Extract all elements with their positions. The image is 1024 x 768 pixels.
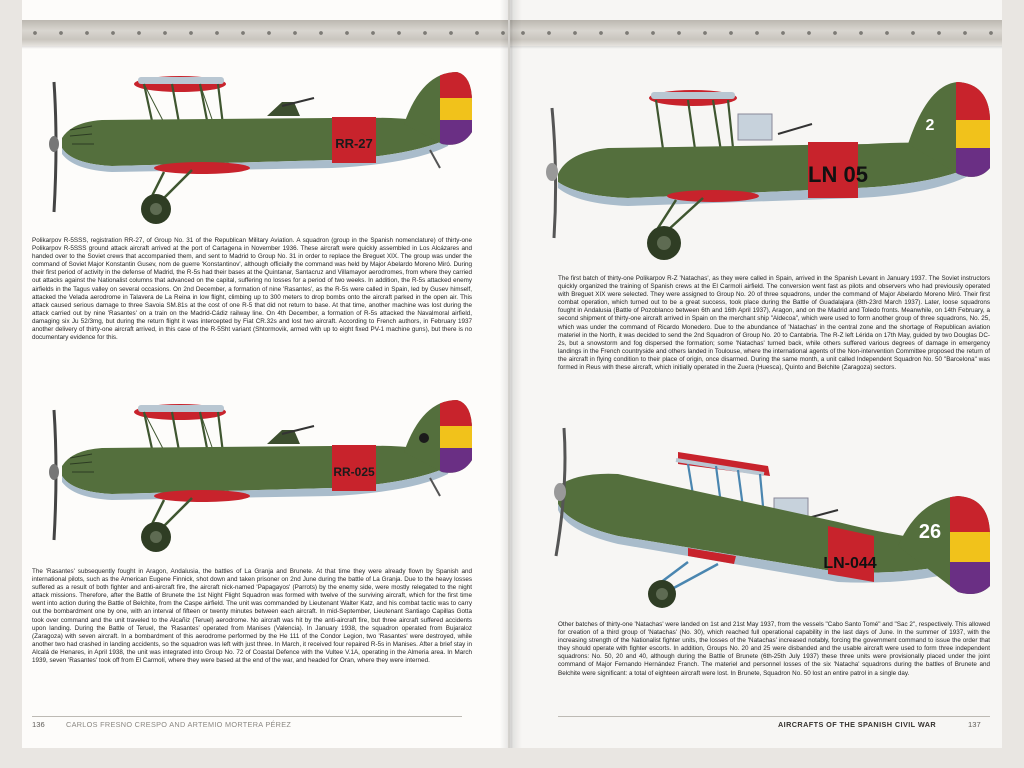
caption-ln05: The first batch of thirty-one Polikarpov R-Z 'Natachas', as they were called in Spain, arrived in the Spanish Levant in January 1937. The Soviet instructors quickly organized the training of Spanish crews at the El Carmolí airfield. The conversion went fast as pilots and observers who had previously operated with Breguet XIX were selected. They were assigned to Group No. 20 of three squadrons, under the command of Major Abelardo Moreno Miró. Their first combat operation, which turned out to be a great success, took place during the Battle of Guadalajara (8th-23rd March 1937). Later, loose squadrons fought in Andalusia (Battle of Pozoblanco between 6th and 16th April 1937), Aragon, and on the Madrid and Toledo fronts. Meanwhile, on 14th February, a second shipment of thirty-one aircraft arrived in Spain on the merchant ship "Aldecoa", which were used to form another group of three squadrons, No. 25, which was under the command of Ricardo Monedero. Due to the abundance of 'Natachas' in the central zone and the shortage of Republican aviation materiel in the North, it was decided to send the 2nd Squadron of Group No. 20 to Cantabria. The R-Z left Lérida on 17th May, guided by two Douglas DC-2s, but a snowstorm and fog dispersed the formation; some 'Natachas' turned back, while others suffered various degrees of damage in emergency landings in the French countryside and others landed in Toulouse, where the international agents of the Non-intervention Committee proposed the return of the aircraft in flying condition to their place of origin, once disarmed. During the same month, a unit called Independent Squadron No. 50 "Barcelona" was formed in Reus with these aircraft, which initially operated in the Zuera (Huesca), Quinto and Belchite (Zaragoza) sectors. <box>558 275 990 372</box>
tail-number-2: 2 <box>925 117 935 134</box>
page-number-left: 136 <box>32 720 45 729</box>
footer-book-title: AIRCRAFTS OF THE SPANISH CIVIL WAR <box>778 720 937 729</box>
aircraft-code-rr27: RR-27 <box>335 136 373 151</box>
page-number-right: 137 <box>968 720 981 729</box>
footer-authors: CARLOS FRESNO CRESPO AND ARTEMIO MORTERA PÉREZ <box>66 720 292 729</box>
caption-rr025: The 'Rasantes' subsequently fought in Aragon, Andalusia, the battles of La Granja and Brunete. At that time they were already flown by Spanish and international pilots, such as the American Eugene Finnick, shot down and taken prisoner on 2nd June during the battle of La Granja. Due to the heavy losses suffered as a result of both fighter and anti-aircraft fire, the aircraft nick-named 'Papagayos' (Parrots) by the enemy side, were mostly relegated to the night attack missions. Therefore, after the Battle of Brunete the 1st Night Flight Squadron was formed with twelve of the surviving aircraft, which for the first time went into action during the Battle of Belchite, from the Caspe airfield. The unit was commanded by Lieutenant Walter Katz, and his combat tactic was to carry out the bombardment one by one, with an interval of fifteen or twenty minutes between each aircraft. In mid-September, Lieutenant Santiago Capillas Gotta took over command and the unit traveled to the Alcañiz (Teruel) aerodrome. No aircraft was hit by the anti-aircraft fire, but three aircraft suffered accidents upon landing. During the Battle of Teruel, the 'Rasantes' operated from Manises (Valencia). In January 1938, the squadron operated from Bujaraloz (Zaragoza) with seven aircraft. In a bombardment of this aerodrome performed by the He 111 of the Condor Legion, two 'Rasantes' were destroyed, while another two had crashed in landing accidents, so the squadron was left with just three. In March, it received four repaired R-5s in Manises. After a brief stay in Alcalá de Henares, in April 1938, the unit was integrated into Group No. 72 of Coastal Defence with the Vultee V.1A, operating in the Almeria area. In March 1939, seven 'Rasantes' took off from El Carmolí, where they were based at the end of the war, and headed for Oran, where they were interned. <box>32 568 472 665</box>
right-page <box>510 0 1002 748</box>
aircraft-illustration-ln044 <box>538 426 990 610</box>
aircraft-illustration-rr27 <box>32 72 472 232</box>
riveted-metal-band <box>510 20 1002 46</box>
tail-number-26: 26 <box>918 521 942 543</box>
footer-rule <box>32 716 462 717</box>
aircraft-code-ln044: LN-044 <box>823 555 877 572</box>
aircraft-illustration-ln05 <box>538 78 990 268</box>
footer-rule <box>558 716 990 717</box>
caption-ln044: Other batches of thirty-one 'Natachas' were landed on 1st and 21st May 1937, from the vessels "Cabo Santo Tomé" and "Sac 2", respectively. This allowed for creation of a third group of 'Natachas' (No. 30), which reached full operational capability in the last days of June. In the summer of 1937, with the increasing strength of the Nationalist fighter units, the losses of the 'Natachas' increased notably, forcing the government command to issue the order that they should operate with fighter escorts. In addition, Groups No. 20 and 25 were disbanded and the usable aircraft were used to form three independent squadrons: No. 50, 20 and 40, although during the Battle of Brunete (6th-25th July 1937) these three units were provisionally placed under the joint command of Major Fernando Hernández Franch. The materiel and personnel losses of the six 'Natacha' squadrons during the battles of Brunete and Belchite were significant: a total of eighteen aircraft were lost. In Brunete, Squadron No. 50 lost an entire patrol in a single day. <box>558 621 990 677</box>
aircraft-code-ln05: LN 05 <box>808 162 868 187</box>
aircraft-code-rr025: RR-025 <box>333 465 375 479</box>
unit-emblem-icon <box>419 433 429 443</box>
riveted-metal-band <box>22 20 508 46</box>
aircraft-illustration-rr025 <box>32 400 472 560</box>
left-page <box>22 0 508 748</box>
caption-rr27: Polikarpov R-5SSS, registration RR-27, of Group No. 31 of the Republican Military Aviation. A squadron (group in the Spanish nomenclature) of thirty-one Polikarpov R-5SSS ground attack aircraft arrived at the port of Cartagena in November 1936. These aircraft were quickly assembled in Los Alcázares and handed over to the Soviet crews that accompanied them, and sent to Madrid to Group No. 31 in order to replace the Breguet XIX. The group was under the command of Soviet Major Konstantin Gusev, nom de guerre 'Konstantinov', although officially the command was held by Major Abelardo Moreno Miró. During their first period of activity in the defense of Madrid, the R-5s had their bases at the Quintanar, Santacruz and Villamayor aerodromes, from where they carried out attacks against the Nationalist columns that advanced on the capital, suffering no losses for a period of two weeks. In addition, the R-5s attacked enemy airfields in the Tagus valley on several occasions. On 2nd December, a formation of nine 'Rasantes', as the R-5s were called in Spain, led by Gusev himself, attacked the Velada aerodrome in Talavera de La Reina in low flight, climbing up to 300 meters to drop bombs onto the aircraft parked in the open air. This attack caused serious damage to three Savoia SM.81s at the cost of one R-5 that did not return to base. At that time, another machine was lost during the attack carried out by nine 'Rasantes' on a train on the Madrid-Cádiz railway line. On 4th December, a formation of R-5s attacked the Navalmoral airfield, damaging six Ju 52/3mg, but during the return flight it was intercepted by Fiat CR.32s and lost two aircraft. According to French authors, in February 1937 another delivery of thirty-one aircraft arrived, in this case of the R-5Sht variant (Shtormovik, armed with up to eight fixed PV-1 machine guns), but there is no documentary evidence for this. <box>32 237 472 342</box>
